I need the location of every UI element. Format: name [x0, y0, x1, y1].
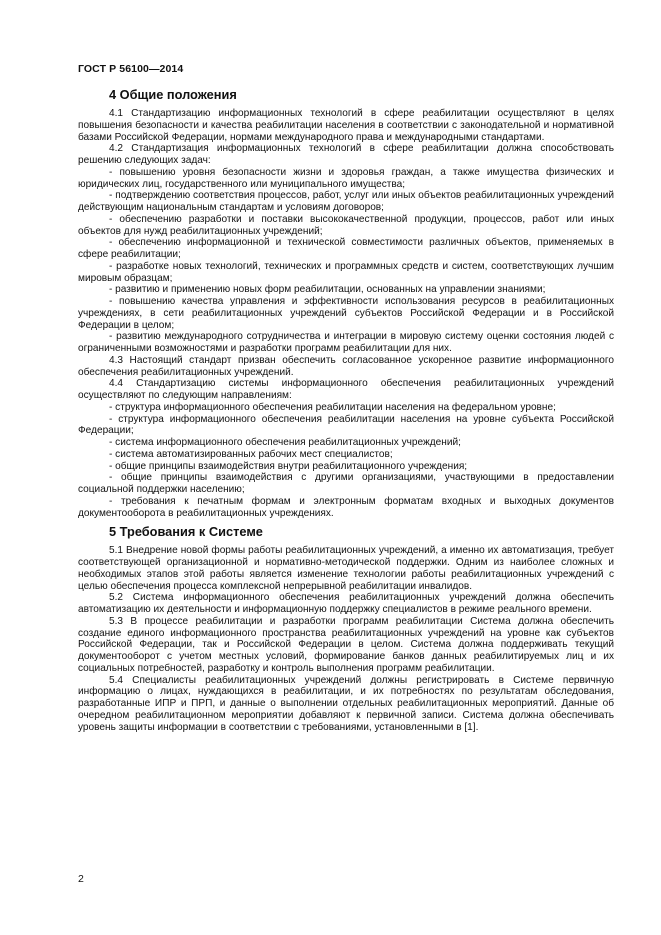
paragraph: 4.2 Стандартизация информационных технологий в сфере реабилитации должна способствовать решению следующих задач:: [78, 143, 614, 166]
list-item: - система информационного обеспечения реабилитационных учреждений;: [109, 437, 461, 448]
list-item: - структура информационного обеспечения реабилитации населения на уровне субъекта Российской Федерации;: [78, 413, 614, 437]
list-item: - общие принципы взаимодействия внутри реабилитационного учреждения;: [109, 460, 468, 472]
list-item: - система автоматизированных рабочих мест специалистов;: [109, 448, 393, 460]
list-item: - обеспечению информационной и технической совместимости различных объектов, применяемых в сфере реабилитации;: [78, 237, 614, 260]
list-item: - требования к печатным формам и электронным форматам входных и выходных документов документооборота в реабилитационных учреждениях.: [78, 495, 614, 519]
section-5-body: [78, 545, 614, 733]
paragraph: 5.1 Внедрение новой формы работы реабилитационных учреждений, а именно их автоматизация, требует соответствующей организационной и нормативно-методической поддержки. Одним из наиболее сложных и необходимых этапов этой работы является изменение технологии работы реабилитационных учреждений с целью обеспечения процесса комплексной непрерывной реабилитации инвалидов.: [78, 545, 614, 592]
page-content: [78, 88, 614, 733]
list-item: - структура информационного обеспечения реабилитации населения на федеральном уровне;: [109, 401, 556, 413]
paragraph: 4.4 Стандартизацию системы информационного обеспечения реабилитационных учреждений осуществляют по следующим направлениям:: [78, 378, 614, 401]
paragraph: 4.3 Настоящий стандарт призван обеспечить согласованное ускоренное развитие информационного обеспечения реабилитационных учреждений.: [78, 354, 614, 378]
section-5-title: 5 Требования к Системе: [109, 524, 263, 540]
paragraph: 5.2 Система информационного обеспечения реабилитационных учреждений должна обеспечить автоматизацию их деятельности и информационную поддержку специалистов в режиме реального времени.: [78, 592, 614, 615]
list-item: - развитию и применению новых форм реабилитации, основанных на управлении знаниями;: [109, 284, 546, 296]
section-4-body: [78, 108, 614, 519]
list-item: - обеспечению разработки и поставки высококачественной продукции, процессов, работ или иных объектов для нужд реабилитационных учреждений;: [78, 213, 614, 237]
list-item: - разработке новых технологий, технических и программных средств и систем, соответствующих лучшим мировым образцам;: [78, 260, 614, 284]
list-item: - общие принципы взаимодействия с другими организациями, участвующими в предоставлении социальной поддержки населению;: [78, 472, 614, 495]
list-item: - повышению качества управления и эффективности использования ресурсов в реабилитационных учреждениях, в сети реабилитационных учреждений субъектов Российской Федерации и в Российской Федерации в целом;: [78, 296, 614, 331]
list-item: - развитию международного сотрудничества и интеграции в мировую систему оценки состояния людей с ограниченными возможностями и разработки программ реабилитации для них.: [78, 331, 614, 354]
list-item: - повышению уровня безопасности жизни и здоровья граждан, а также имущества физических и юридических лиц, государственного или муниципального имущества;: [78, 166, 614, 190]
section-4-title: 4 Общие положения: [109, 87, 237, 102]
document-header: ГОСТ Р 56100—2014: [78, 63, 184, 75]
paragraph: 5.3 В процессе реабилитации и разработки программ реабилитации Система должна обеспечить создание единого информационного пространства реабилитационных учреждений на уровне как субъектов Российской Федерации, так и Российской Федерации в целом. Система должна поддерживать текущий документооборот с учетом местных условий, формирование банков данных реабилитируемых лиц и их социальных потребностей, разработку и контроль выполнения программ реабилитации.: [78, 615, 614, 674]
paragraph: 5.4 Специалисты реабилитационных учреждений должны регистрировать в Системе первичную информацию о лицах, нуждающихся в реабилитации, и их потребностях по результатам обследования, разработанные ИПР и ПРП, и данные о выполнении отдельных реабилитационных мероприятий. Данные об очередном реабилитационном мероприятии добавляют к первичной записи. Система должна обеспечивать уровень защиты информации в соответствии с требованиями, установленными в [1].: [78, 674, 614, 733]
paragraph: 4.1 Стандартизацию информационных технологий в сфере реабилитации осуществляют в целях повышения безопасности и качества реабилитации населения в соответствии с законодательной и нормативной базами Российской Федерации, нормами международного права и международными стандартами.: [78, 108, 614, 143]
page-number: 2: [78, 873, 84, 885]
list-item: - подтверждению соответствия процессов, работ, услуг или иных объектов реабилитационных учреждений действующим национальным стандартам и условиям договоров;: [78, 190, 614, 213]
